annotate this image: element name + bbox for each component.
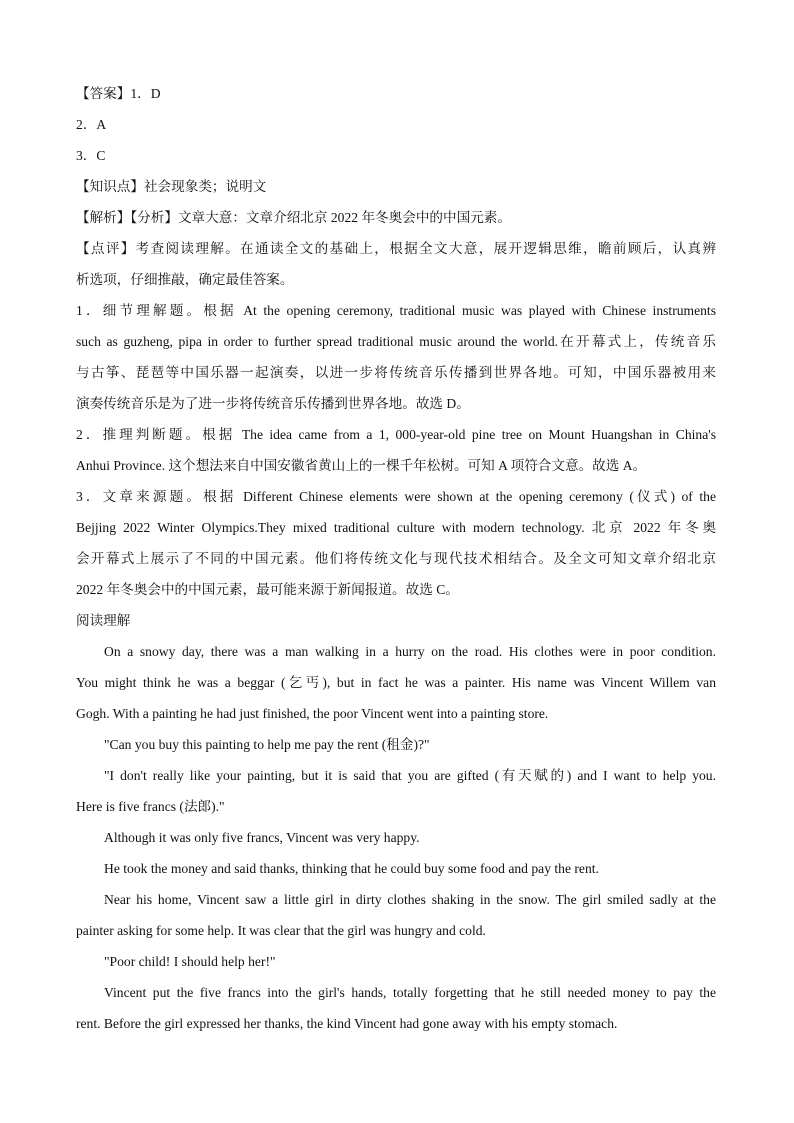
passage-line: On a snowy day, there was a man walking in a hurry on the road. His clothes were in poor condition. xyxy=(104,644,716,659)
q3-explanation-line: 会开幕式上展示了不同的中国元素。他们将传统文化与现代技术相结合。及全文可知文章介绍北京 xyxy=(76,551,716,566)
q1-explanation-line: 演奏传统音乐是为了进一步将传统音乐传播到世界各地。故选 D。 xyxy=(76,396,470,411)
section-title: 阅读理解 xyxy=(76,613,131,628)
passage-line: "I don't really like your painting, but it is said that you are gifted (有天赋的) and I want to help you. xyxy=(104,768,716,783)
document-page xyxy=(76,78,716,1039)
passage-line: He took the money and said thanks, thinking that he could buy some food and pay the rent. xyxy=(104,861,599,876)
passage-line: "Can you buy this painting to help me pay the rent (租金)?" xyxy=(104,737,430,752)
knowledge-point: 【知识点】社会现象类；说明文 xyxy=(76,179,267,194)
passage-line: You might think he was a beggar (乞丐), but in fact he was a painter. His name was Vincent Willem van xyxy=(76,675,716,690)
passage-line: rent. Before the girl expressed her thanks, the kind Vincent had gone away with his empty stomach. xyxy=(76,1016,618,1031)
q3-explanation-line: 2022 年冬奥会中的中国元素，最可能来源于新闻报道。故选 C。 xyxy=(76,582,459,597)
passage-line: Vincent put the five francs into the girl's hands, totally forgetting that he still needed money to pay the xyxy=(104,985,716,1000)
q2-explanation-line: Anhui Province. 这个想法来自中国安徽省黄山上的一棵千年松树。可知 A 项符合文意。故选 A。 xyxy=(76,458,647,473)
answer-line-2: 2．A xyxy=(76,117,107,132)
passage-line: Here is five francs (法郎)." xyxy=(76,799,225,814)
passage-line: painter asking for some help. It was clear that the girl was hungry and cold. xyxy=(76,923,486,938)
passage-line: Near his home, Vincent saw a little girl in dirty clothes shaking in the snow. The girl smiled sadly at the xyxy=(104,892,716,907)
q1-explanation-line: 与古筝、琵琶等中国乐器一起演奏，以进一步将传统音乐传播到世界各地。可知，中国乐器被用来 xyxy=(76,365,716,380)
answer-line-3: 3．C xyxy=(76,148,106,163)
q3-explanation-line: Bejjing 2022 Winter Olympics.They mixed traditional culture with modern technology. 北京 2022 年冬奥 xyxy=(76,520,716,535)
q3-explanation-line: 3．文章来源题。根据 Different Chinese elements were shown at the opening ceremony (仪式) of the xyxy=(76,489,716,504)
passage-line: Although it was only five francs, Vincent was very happy. xyxy=(104,830,420,845)
comment-line: 【点评】考查阅读理解。在通读全文的基础上，根据全文大意，展开逻辑思维，瞻前顾后，认真辨 xyxy=(76,241,716,256)
passage-line: Gogh. With a painting he had just finished, the poor Vincent went into a painting store. xyxy=(76,706,549,721)
analysis-summary: 【解析】【分析】文章大意：文章介绍北京 2022 年冬奥会中的中国元素。 xyxy=(76,210,511,225)
passage-line: "Poor child! I should help her!" xyxy=(104,954,276,969)
comment-line: 析选项，仔细推敲，确定最佳答案。 xyxy=(76,272,294,287)
answer-line-1: 【答案】1．D xyxy=(76,86,161,101)
q1-explanation-line: 1．细节理解题。根据 At the opening ceremony, traditional music was played with Chinese instruments xyxy=(76,303,716,318)
q1-explanation-line: such as guzheng, pipa in order to further spread traditional music around the world.在开幕式上，传统音乐 xyxy=(76,334,716,349)
q2-explanation-line: 2．推理判断题。根据 The idea came from a 1, 000-year-old pine tree on Mount Huangshan in China's xyxy=(76,427,716,442)
